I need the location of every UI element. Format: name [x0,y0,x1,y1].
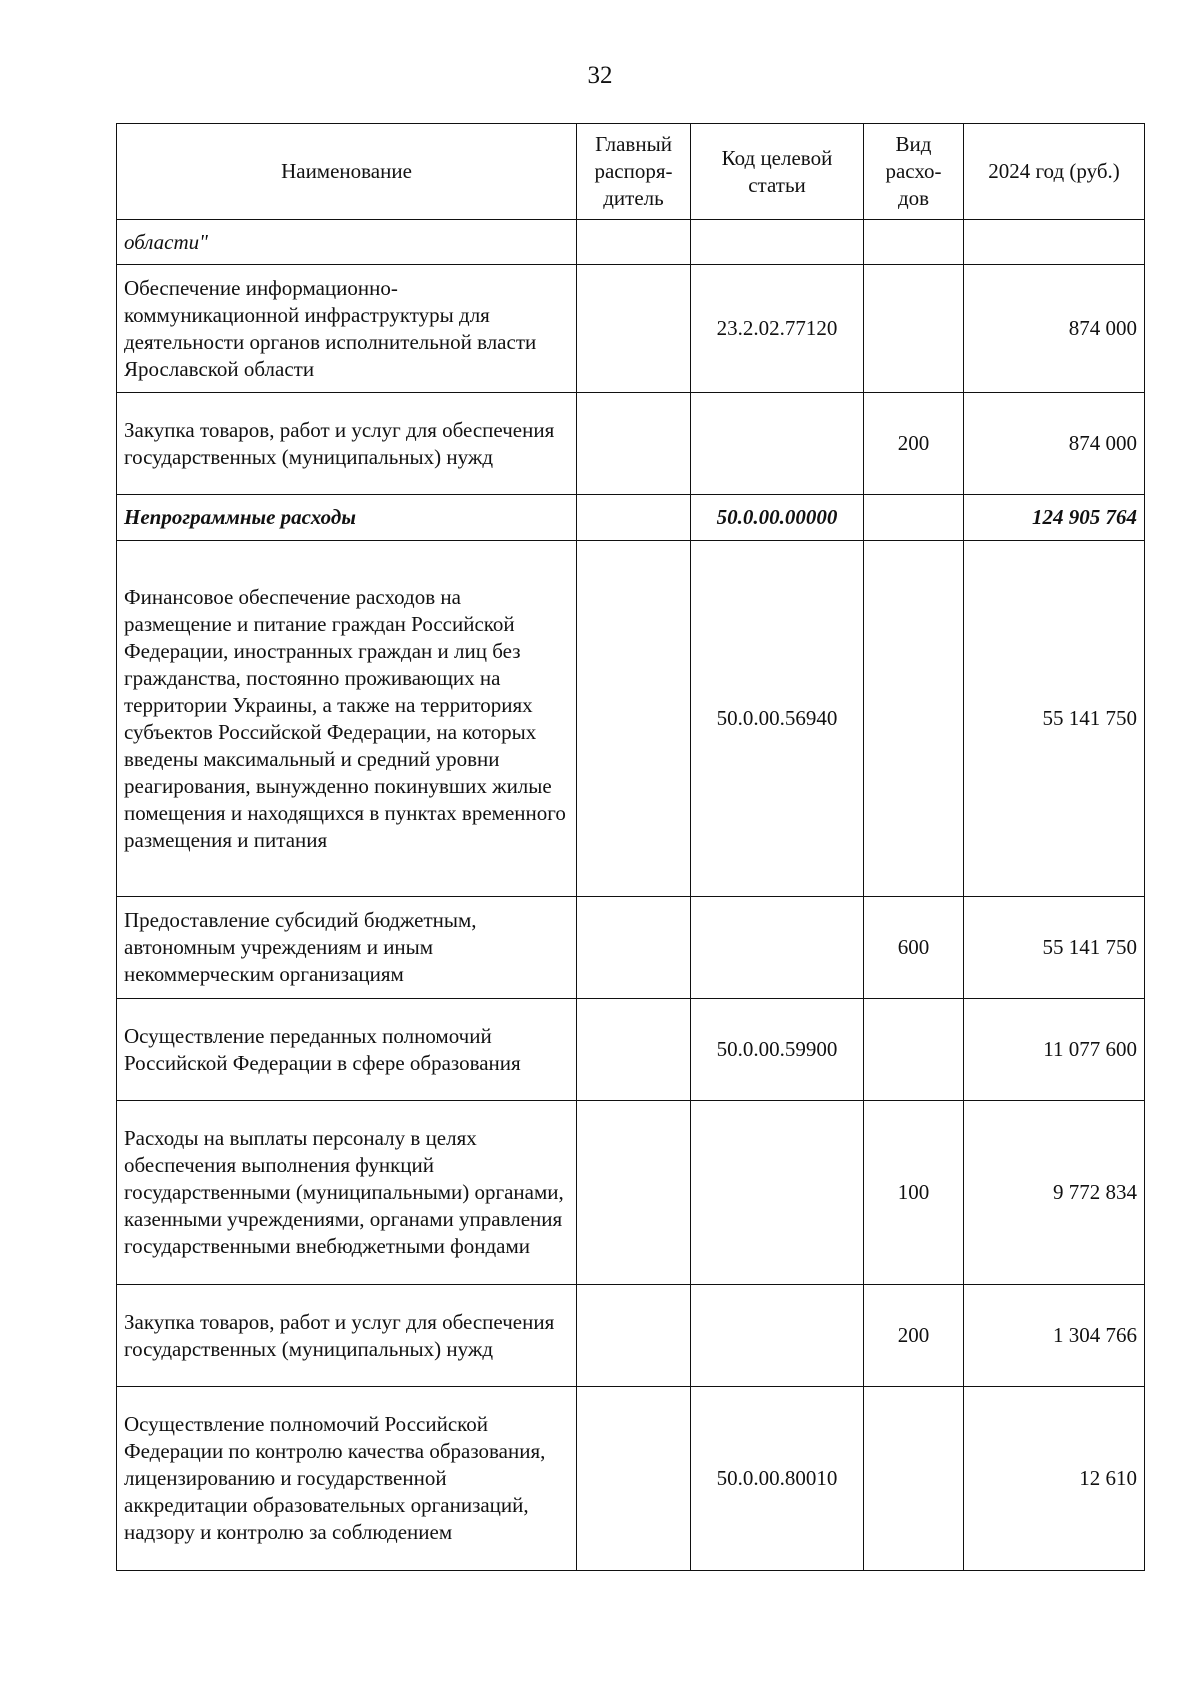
header-name: Наименование [117,124,577,220]
row-amount: 1 304 766 [964,1285,1145,1387]
row-code [691,220,864,265]
page-number: 32 [587,62,613,89]
row-admin [577,265,691,393]
row-amount: 55 141 750 [964,897,1145,999]
header-kind: Вид расхо-дов [864,124,964,220]
row-kind [864,1387,964,1571]
table-row [117,999,1145,1101]
row-code [691,393,864,495]
row-code: 50.0.00.00000 [691,495,864,541]
row-name: Финансовое обеспечение расходов на размещение и питание граждан Российской Федерации, иностранных граждан и лиц без гражданства, постоянно проживающих на территории Украины, а также на территориях субъектов Российской Федерации, на которых введены максимальный и средний уровни реагирования, вынужденно покинувших жилые помещения и находящихся в пунктах временного размещения и питания [117,541,577,897]
row-name: Осуществление переданных полномочий Российской Федерации в сфере образования [117,999,577,1101]
row-name: Непрограммные расходы [117,495,577,541]
row-admin [577,1387,691,1571]
table-row [117,220,1145,265]
row-amount: 874 000 [964,393,1145,495]
header-amount: 2024 год (руб.) [964,124,1145,220]
row-amount: 874 000 [964,265,1145,393]
table-row [117,265,1145,393]
row-code: 50.0.00.80010 [691,1387,864,1571]
row-code: 50.0.00.56940 [691,541,864,897]
table-row [117,897,1145,999]
table-row [117,1101,1145,1285]
table-row [117,1285,1145,1387]
row-kind [864,220,964,265]
table-row [117,495,1145,541]
row-admin [577,393,691,495]
row-kind: 100 [864,1101,964,1285]
row-admin [577,897,691,999]
row-kind [864,265,964,393]
header-code: Код целевой статьи [691,124,864,220]
table-row [117,393,1145,495]
row-name: Обеспечение информационно-коммуникационной инфраструктуры для деятельности органов исполнительной власти Ярославской области [117,265,577,393]
row-amount: 12 610 [964,1387,1145,1571]
table-header-row [117,124,1145,220]
row-amount: 9 772 834 [964,1101,1145,1285]
row-admin [577,220,691,265]
row-admin [577,541,691,897]
row-kind [864,495,964,541]
row-amount: 55 141 750 [964,541,1145,897]
row-code [691,1285,864,1387]
row-name: Расходы на выплаты персоналу в целях обеспечения выполнения функций государственными (муниципальными) органами, казенными учреждениями, органами управления государственными внебюджетными фондами [117,1101,577,1285]
row-code: 23.2.02.77120 [691,265,864,393]
row-admin [577,1285,691,1387]
row-name: области" [117,220,577,265]
row-amount: 11 077 600 [964,999,1145,1101]
row-name: Предоставление субсидий бюджетным, автономным учреждениям и иным некоммерческим организациям [117,897,577,999]
header-admin: Главный распоря-дитель [577,124,691,220]
row-admin [577,495,691,541]
row-kind: 200 [864,1285,964,1387]
row-code [691,1101,864,1285]
row-name: Закупка товаров, работ и услуг для обеспечения государственных (муниципальных) нужд [117,393,577,495]
row-admin [577,1101,691,1285]
row-amount: 124 905 764 [964,495,1145,541]
row-kind: 200 [864,393,964,495]
row-kind: 600 [864,897,964,999]
table-row [117,541,1145,897]
budget-table [116,123,1145,1571]
row-amount [964,220,1145,265]
row-name: Осуществление полномочий Российской Федерации по контролю качества образования, лицензированию и государственной аккредитации образовательных организаций, надзору и контролю за соблюдением [117,1387,577,1571]
row-code: 50.0.00.59900 [691,999,864,1101]
row-name: Закупка товаров, работ и услуг для обеспечения государственных (муниципальных) нужд [117,1285,577,1387]
row-kind [864,999,964,1101]
table-row [117,1387,1145,1571]
row-code [691,897,864,999]
row-kind [864,541,964,897]
row-admin [577,999,691,1101]
